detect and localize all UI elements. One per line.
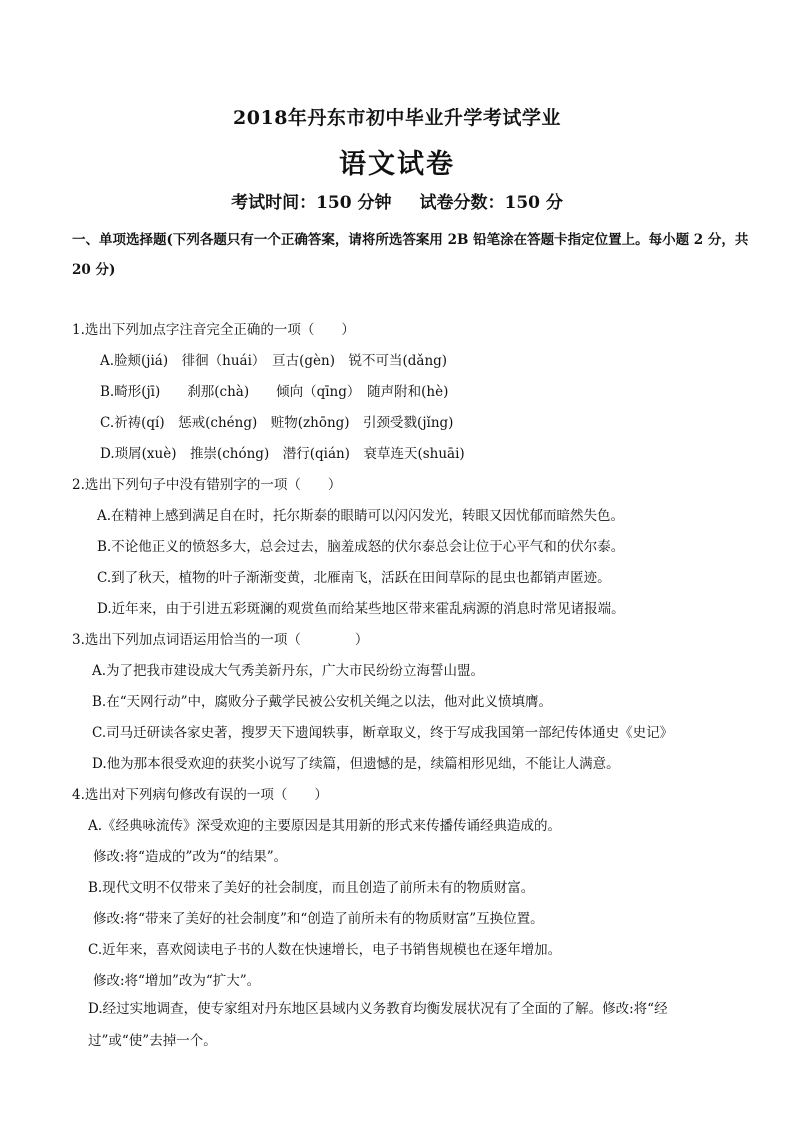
question-2-stem: 2.选出下列句子中没有错别字的一项（ ） bbox=[72, 477, 342, 493]
exam-info bbox=[0, 188, 794, 213]
question-4-option-b-fix: 修改:将“带来了美好的社会制度”和“创造了前所未有的物质财富”互换位置。 bbox=[93, 911, 544, 927]
question-3-stem: 3.选出下列加点词语运用恰当的一项（ ） bbox=[72, 632, 369, 648]
exam-title: 2018年丹东市初中毕业升学考试学业 bbox=[233, 107, 561, 129]
question-1-option-a: A.脸颊(jiá) 徘徊（huái） 亘古(gèn) 锐不可当(dǎng) bbox=[100, 353, 448, 369]
question-4-option-c-fix: 修改:将“增加”改为“扩大”。 bbox=[93, 973, 261, 989]
question-1-stem: 1.选出下列加点字注音完全正确的一项（ ） bbox=[72, 322, 355, 338]
section-instructions: 一、单项选择题(下列各题只有一个正确答案，请将所选答案用 2B 铅笔涂在答题卡指定位置上。每小题 2 分，共 20 分) bbox=[72, 232, 749, 278]
question-4-option-d: D.经过实地调查，使专家组对丹东地区县域内义务教育均衡发展状况有了全面的了解。修改:将“经过”或“使”去掉一个。 bbox=[88, 1001, 668, 1049]
question-2-option-c: C.到了秋天，植物的叶子渐渐变黄，北雁南飞，活跃在田间草际的昆虫也都销声匿迹。 bbox=[97, 570, 611, 586]
exam-time: 考试时间：150 分钟 bbox=[231, 193, 392, 213]
exam-score: 试卷分数：150 分 bbox=[419, 193, 563, 213]
question-2-option-a: A.在精神上感到满足自在时，托尔斯泰的眼睛可以闪闪发光，转眼又因忧郁而暗然失色。 bbox=[97, 508, 625, 524]
question-3-option-a: A.为了把我市建设成大气秀美新丹东，广大市民纷纷立海誓山盟。 bbox=[92, 663, 485, 679]
question-1-option-c: C.祈祷(qí) 惩戒(chéng) 赃物(zhōng) 引颈受戮(jǐng) bbox=[100, 415, 454, 431]
question-3-option-c: C.司马迁研读各家史著，搜罗天下遗闻轶事，断章取义，终于写成我国第一部纪传体通史《史记》 bbox=[92, 725, 674, 741]
question-1-option-d: D.琐屑(xuè) 推崇(chóng) 潜行(qián) 衰草连天(shuāi) bbox=[100, 446, 465, 462]
question-1-option-b: B.畸形(jī) 刹那(chà) 倾向（qīng） 随声附和(hè) bbox=[100, 384, 449, 400]
question-4-option-b: B.现代文明不仅带来了美好的社会制度，而且创造了前所未有的物质财富。 bbox=[88, 880, 535, 896]
question-4-option-c: C.近年来，喜欢阅读电子书的人数在快速增长，电子书销售规模也在逐年增加。 bbox=[88, 942, 562, 958]
question-2-option-d: D.近年来，由于引进五彩斑澜的观赏鱼而给某些地区带来霍乱病源的消息时常见诸报端。 bbox=[97, 601, 625, 617]
question-4-stem: 4.选出对下列病句修改有误的一项（ ） bbox=[72, 787, 328, 803]
question-3-option-d: D.他为那本很受欢迎的获奖小说写了续篇，但遗憾的是，续篇相形见绌，不能让人满意。 bbox=[92, 756, 620, 772]
question-4-option-a: A.《经典咏流传》深受欢迎的主要原因是其用新的形式来传播传诵经典造成的。 bbox=[88, 818, 562, 834]
question-4-option-a-fix: 修改:将“造成的”改为“的结果”。 bbox=[93, 849, 288, 865]
question-2-option-b: B.不论他正义的愤怒多大，总会过去，脑羞成怒的伏尔泰总会让位于心平气和的伏尔泰。 bbox=[97, 539, 625, 555]
subject-title: 语文试卷 bbox=[339, 149, 455, 180]
question-3-option-b: B.在“天网行动”中，腐败分子戴学民被公安机关绳之以法，他对此义愤填膺。 bbox=[92, 694, 553, 710]
